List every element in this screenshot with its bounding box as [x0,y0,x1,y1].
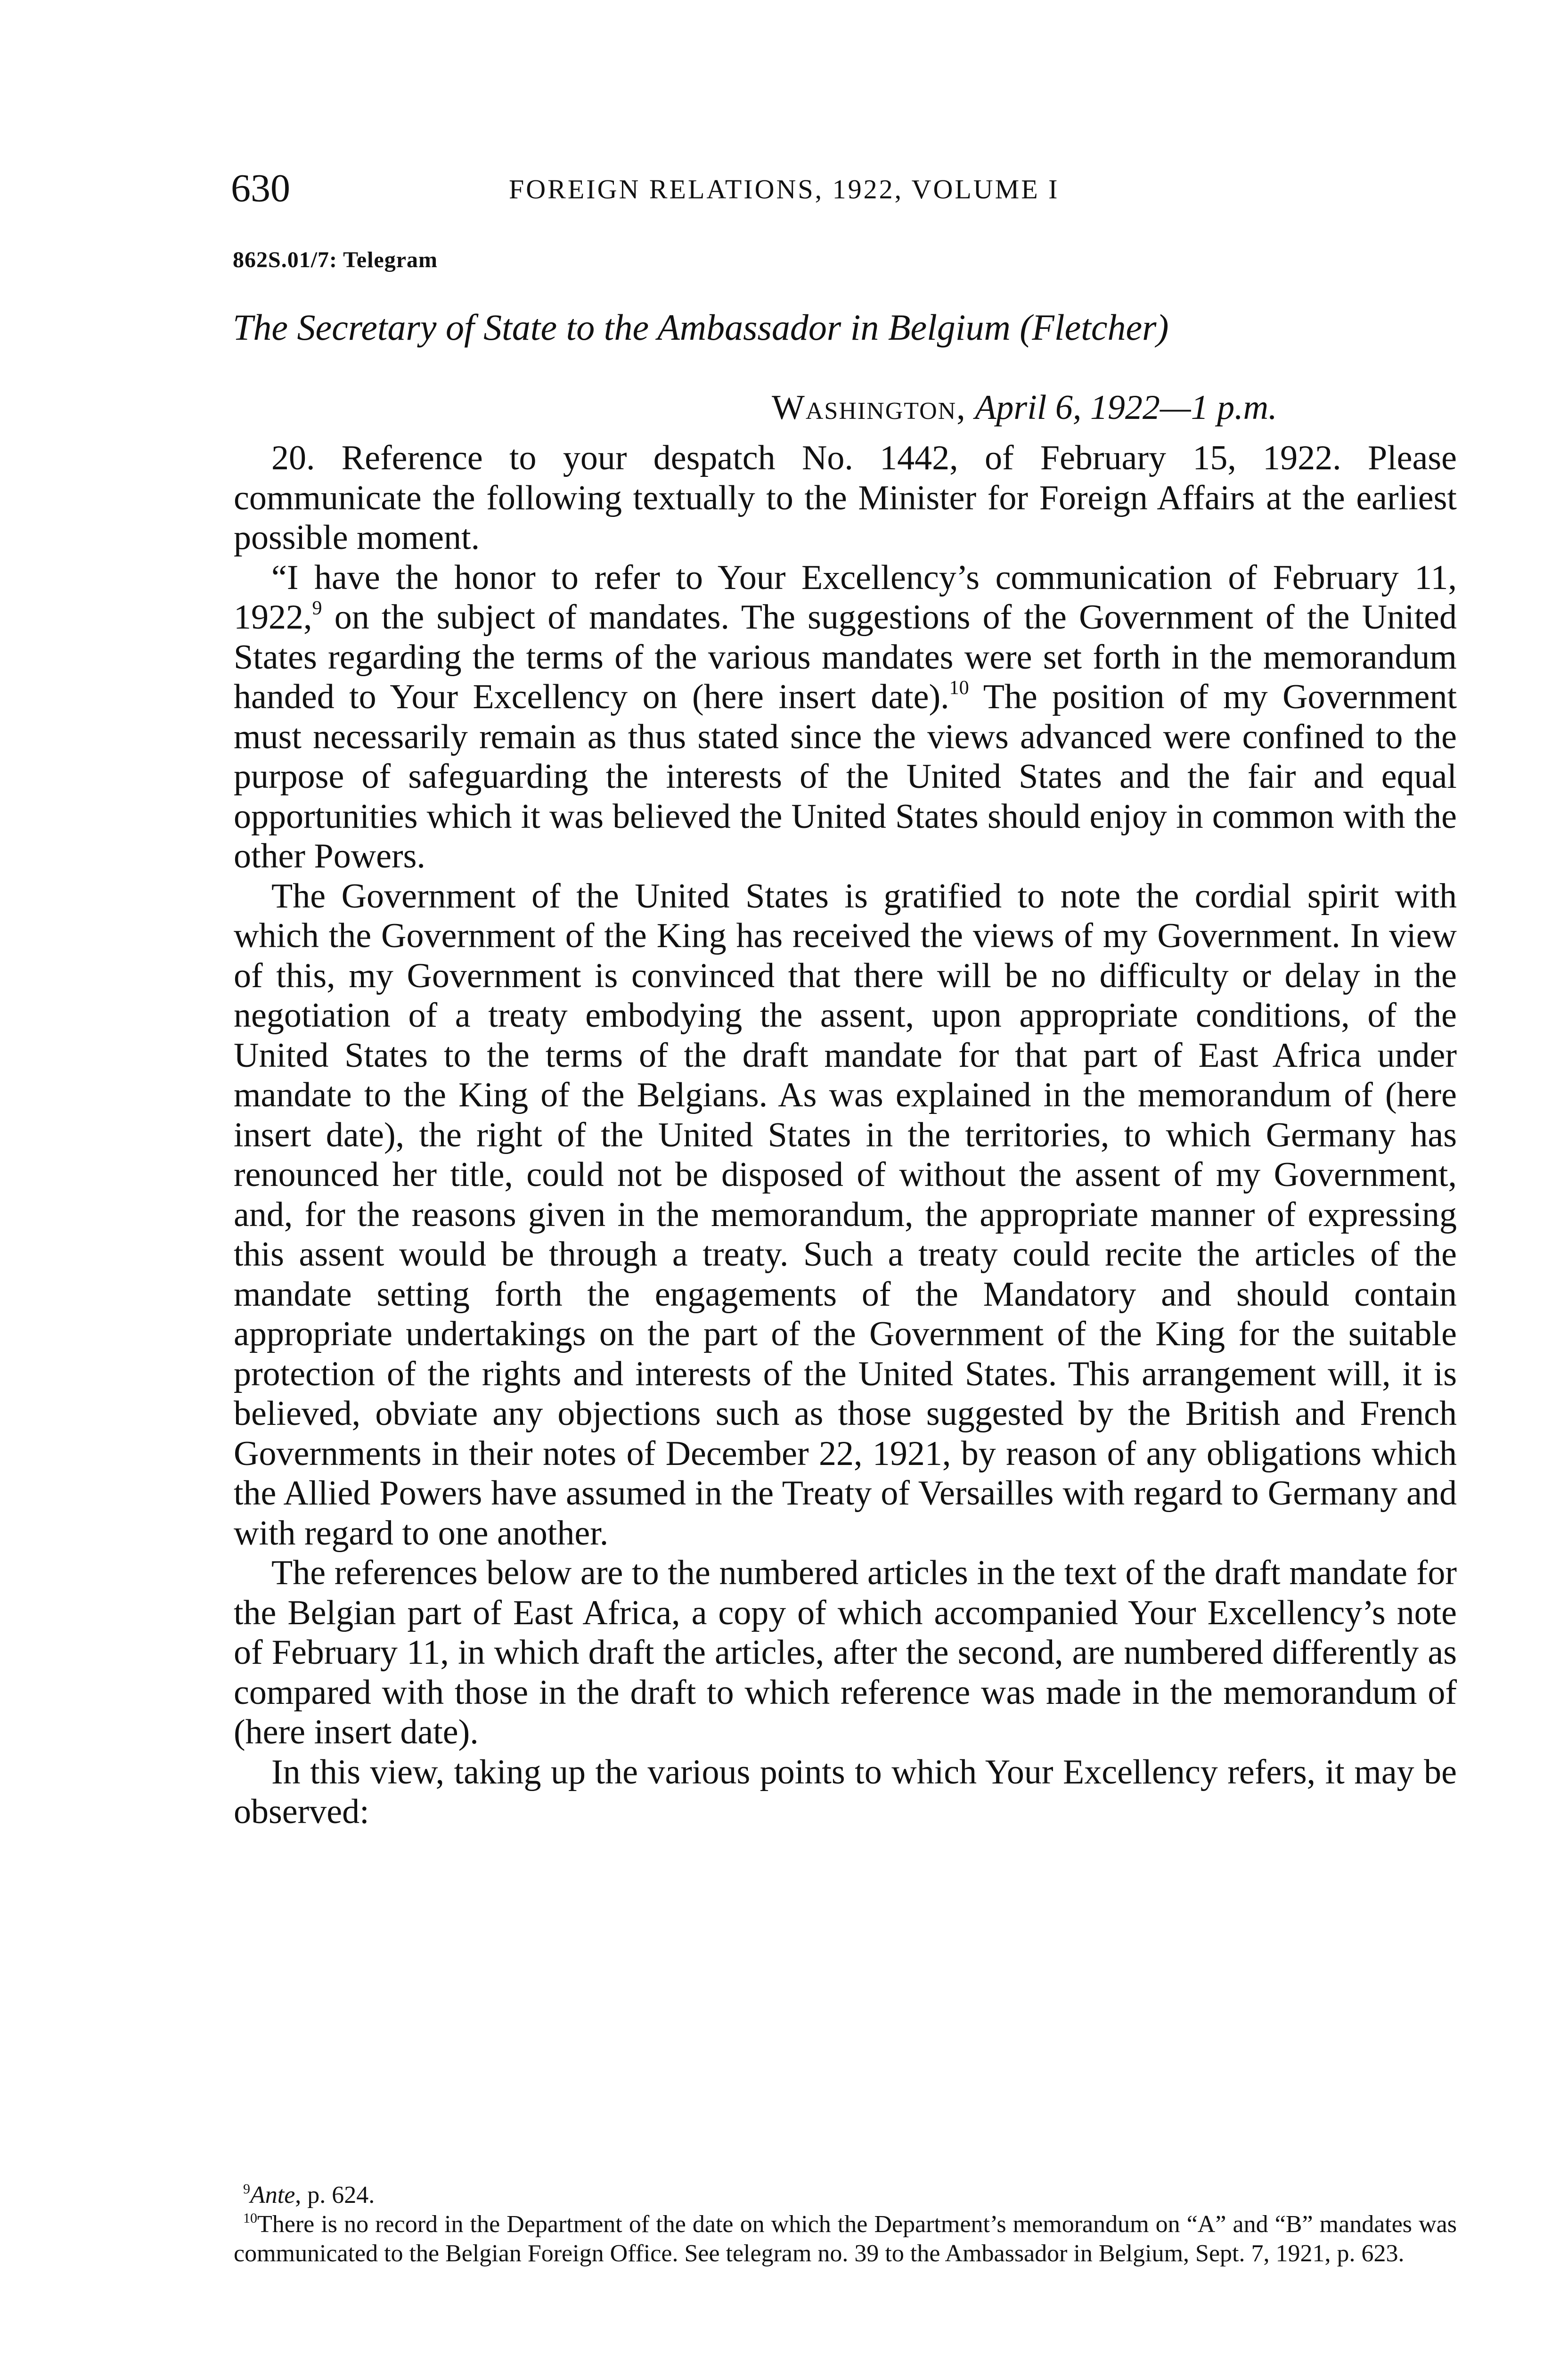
dateline-place: Washington, [772,388,966,427]
running-header [231,160,1456,217]
footnote-ref-10: 10 [949,677,969,699]
footnote-10 [234,2210,1457,2268]
footnote-10-mark: 10 [243,2210,257,2226]
paragraph-4: The references below are to the numbered articles in the text of the draft mandate for the Belgian part of East Africa, a copy of which accompanied Your Excellency’s note of February 11, in which draft the articles, after the second, are numbered differently as compared with those in the draft to which reference was made in the memorandum of (here insert date). [234,1554,1457,1751]
footnote-9-text: , p. 624. [295,2182,375,2209]
page-number: 630 [231,166,290,210]
paragraph-1: 20. Reference to your despatch No. 1442, of February 15, 1922. Please communicate the following textually to the Minister for Foreign Affairs at the earliest possible moment. [234,439,1457,557]
footnote-ref-9: 9 [312,597,322,619]
footnote-10-text: There is no record in the Department of the date on which the Department’s memorandum on “A” and “B” mandates was communicated to the Belgian Foreign Office. See telegram no. 39 to the Ambassador in Belgium, Sept. 7, 1921, p. 623. [234,2211,1457,2267]
footnote-9-ante: Ante [250,2182,295,2209]
footnotes [234,2181,1457,2268]
running-title: FOREIGN RELATIONS, 1922, VOLUME I [509,174,1060,205]
file-reference: 862S.01/7: Telegram [233,247,438,272]
paragraph-3: The Government of the United States is gratified to note the cordial spirit with which the Government of the King has received the views of my Government. In view of this, my Government is convinced that there will be no difficulty or delay in the negotiation of a treaty embodying the assent, upon appropriate conditions, of the United States to the terms of the draft mandate for that part of East Africa under mandate to the King of the Belgians. As was explained in the memorandum of (here insert date), the right of the United States in the territories, to which Germany has renounced her title, could not be disposed of without the assent of my Government, and, for the reasons given in the memorandum, the appropriate manner of expressing this assent would be through a treaty. Such a treaty could recite the articles of the mandate setting forth the engagements of the Mandatory and should contain appropriate undertakings on the part of the Government of the King for the suitable protection of the rights and interests of the United States. This arrangement will, it is believed, obviate any objections such as those suggested by the British and French Governments in their notes of December 22, 1921, by reason of any obligations which the Allied Powers have assumed in the Treaty of Versailles with regard to Germany and with regard to one another. [234,876,1457,1553]
dateline [772,382,1277,434]
dateline-date: April 6, 1922—1 p.m. [975,388,1277,427]
document-title: The Secretary of State to the Ambassador in Belgium (Fletcher) [233,307,1169,348]
paragraph-2-part-b: on the subject of mandates. The suggestions of the Government of the United States regarding the terms of the various mandates were set forth in the memorandum handed to Your Excellency on (here insert date). [234,598,1457,716]
paragraph-2-part-a: “I have the honor to refer to Your Excellency’s communication of February 11, 1922, [234,558,1457,637]
telegram-body [234,438,1457,1832]
paragraph-2-part-c: The position of my Government must necessarily remain as thus stated since the views advanced were confined to the purpose of safeguarding the interests of the United States and the fair and equal opportunities which it was believed the United States should enjoy in common with the other Powers. [234,678,1457,875]
paragraph-5: In this view, taking up the various points to which Your Excellency refers, it may be observed: [234,1752,1457,1831]
footnote-9-mark: 9 [243,2181,250,2197]
footnote-9 [234,2181,1457,2210]
paragraph-2 [234,558,1457,876]
